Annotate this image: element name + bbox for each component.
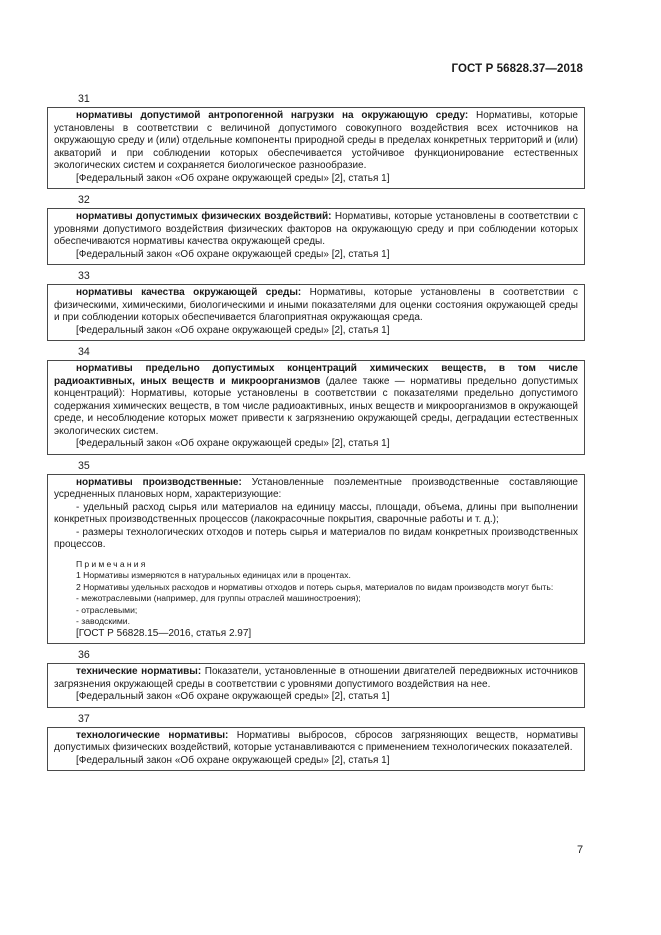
source-reference: [Федеральный закон «Об охране окружающей среды» [2], статья 1] xyxy=(76,438,390,449)
definition-text xyxy=(54,730,578,755)
source-reference: [ГОСТ Р 56828.15—2016, статья 2.97] xyxy=(76,627,252,639)
source-reference: [Федеральный закон «Об охране окружающей среды» [2], статья 1] xyxy=(76,172,390,184)
term-name: нормативы допустимых физических воздействий: xyxy=(76,211,332,222)
note-subitem: - межотраслевыми (например, для группы отраслей машиностроения); xyxy=(76,593,361,603)
definition-text xyxy=(54,363,578,438)
source-reference: [Федеральный закон «Об охране окружающей среды» [2], статья 1] xyxy=(76,691,390,702)
notes-block xyxy=(54,559,578,628)
term-box xyxy=(47,727,585,772)
term-name: нормативы предельно допустимых концентраций химических веществ, в том числе радиоактивных, иных веществ и микроорганизмов xyxy=(54,363,578,387)
term-definition: Нормативы, которые установлены в соответствии с уровнями допустимого воздействия физических факторов на окружающую среду и при соблюдении которых обеспечиваются нормативы качества окружающей среды. xyxy=(54,211,579,247)
list-item: - удельный расход сырья или материалов на единицу массы, площади, объема, длины при выполнении конкретных производственных процессов (лакокрасочные покрытия, сварочные работы и т. д.); xyxy=(54,501,578,525)
note-item: 1 Нормативы измеряются в натуральных единицах или в процентах. xyxy=(76,570,351,580)
definition-text xyxy=(54,211,578,249)
term-box xyxy=(47,208,585,265)
entry-number: 36 xyxy=(78,649,90,661)
definition-text xyxy=(54,477,578,502)
page-number: 7 xyxy=(577,844,584,856)
entry-number: 32 xyxy=(78,194,90,206)
term-entries xyxy=(47,92,585,775)
term-name: нормативы качества окружающей среды: xyxy=(76,287,302,298)
entry-number: 31 xyxy=(78,93,90,105)
term-name: технологические нормативы: xyxy=(76,729,229,741)
term-definition: Показатели, установленные в отношении двигателей передвижных источников загрязнения окружающей среды в соответствии с уровнями допустимого воздействия на нее. xyxy=(54,666,578,690)
entry-number: 34 xyxy=(78,346,90,358)
entry-number: 37 xyxy=(78,712,90,725)
source-reference: [Федеральный закон «Об охране окружающей среды» [2], статья 1] xyxy=(76,248,390,260)
term-box xyxy=(47,474,585,645)
term-definition: Нормативы, которые установлены в соответствии с величиной допустимого совокупного воздействия всех источников на окружающую среду и (или) отдельные компоненты природной среды в пределах конкретных территорий и (или) акваторий и при соблюдении которых обеспечивается устойчивое функционирование естественных экологических систем и сохраняется биологическое разнообразие. xyxy=(54,110,578,171)
note-item: 2 Нормативы удельных расходов и нормативы отходов и потерь сырья, материалов по видам производств могут быть: xyxy=(76,581,554,592)
term-name: нормативы производственные: xyxy=(76,476,242,488)
source-reference: [Федеральный закон «Об охране окружающей среды» [2], статья 1] xyxy=(76,324,390,336)
definition-text xyxy=(54,666,578,691)
definition-text xyxy=(54,110,578,173)
note-subitem: - отраслевыми; xyxy=(76,604,138,615)
note-subitem: - заводскими. xyxy=(76,616,130,626)
term-definition: (далее также — нормативы предельно допустимых концентраций): Нормативы, которые установлены в соответствии с показателями предельно допустимого содержания химических веществ, в том числе радиоактивных, иных веществ и микроорганизмов в окружающей среде, и несоблюдение которых может привести к загрязнению окружающей среды, деградации естественных экологических систем. xyxy=(54,375,578,437)
term-definition: Нормативы, которые установлены в соответствии с физическими, химическими, биологическими и иными показателями для оценки состояния окружающей среды и при соблюдении которых обеспечивается благоприятная окружающая среда. xyxy=(54,287,579,323)
entry-number: 35 xyxy=(78,459,90,472)
term-name: технические нормативы: xyxy=(76,666,202,677)
source-reference: [Федеральный закон «Об охране окружающей среды» [2], статья 1] xyxy=(76,754,390,766)
term-box xyxy=(47,663,585,708)
entry-number: 33 xyxy=(78,270,90,282)
term-definition: Установленные поэлементные производственные составляющие усредненных плановых норм, характеризующие: xyxy=(54,476,578,500)
term-box xyxy=(47,107,585,189)
term-definition: Нормативы выбросов, сбросов загрязняющих веществ, нормативы допустимых физических воздействий, которые устанавливаются с применением технологических показателей. xyxy=(54,729,579,753)
list-item: - размеры технологических отходов и потерь сырья и материалов по видам конкретных производственных процессов. xyxy=(54,526,578,550)
document-header: ГОСТ Р 56828.37—2018 xyxy=(451,63,583,75)
term-box xyxy=(47,360,585,455)
notes-title: Примечания xyxy=(76,558,148,569)
definition-text xyxy=(54,287,578,325)
term-name: нормативы допустимой антропогенной нагрузки на окружающую среду: xyxy=(76,110,469,121)
term-box xyxy=(47,284,585,341)
